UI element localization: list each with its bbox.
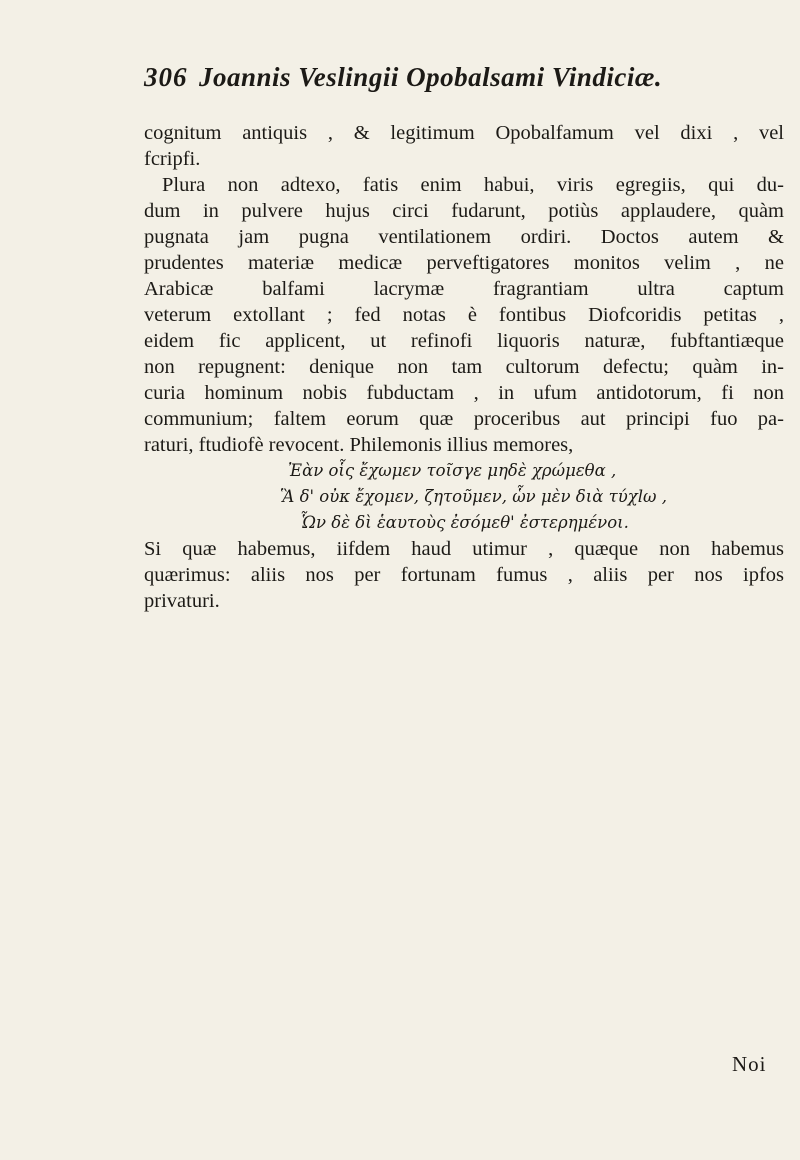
text-line: prudentes materiæ medicæ perveftigatores monitos velim , ne xyxy=(144,252,784,274)
text-line: quærimus: aliis nos per fortunam fumus , aliis per nos ipfos xyxy=(144,564,784,586)
catchword: Noi xyxy=(732,1052,767,1076)
text-line: raturi, ftudiofè revocent. Philemonis illius memores, xyxy=(144,434,574,456)
text-line: Si quæ habemus, iifdem haud utimur , quæque non habemus xyxy=(144,538,784,560)
paragraph-2 xyxy=(144,172,784,458)
text-line: fcripfi. xyxy=(144,148,201,170)
text-line: cognitum antiquis , & legitimum Opobalfamum vel dixi , vel xyxy=(144,122,784,144)
greek-quotation xyxy=(144,458,784,536)
page-header xyxy=(144,62,784,102)
greek-line: Ἐὰν οἷς ἔχωμεν τοῖσγε μηδὲ χρώμεθα , xyxy=(288,461,617,480)
text-line: Arabicæ balfami lacrymæ fragrantiam ultra captum xyxy=(144,278,784,300)
text-line: curia hominum nobis fubductam , in ufum antidotorum, fi non xyxy=(144,382,784,404)
text-line: non repugnent: denique non tam cultorum defectu; quàm in- xyxy=(144,356,784,378)
greek-line: Ἃ δ' οὐκ ἔχομεν, ζητοῦμεν, ὧν μὲν διὰ τύχlω , xyxy=(280,487,667,506)
main-text xyxy=(144,120,784,614)
page-number: 306 xyxy=(144,62,188,92)
text-line: dum in pulvere hujus circi fudarunt, potiùs applaudere, quàm xyxy=(144,200,784,222)
paragraph-3 xyxy=(144,536,784,614)
text-line: eidem fic applicent, ut refinofi liquoris naturæ, fubftantiæque xyxy=(144,330,784,352)
text-line: privaturi. xyxy=(144,590,220,612)
running-title: Joannis Veslingii Opobalsami Vindiciæ. xyxy=(199,62,663,92)
text-line: veterum extollant ; fed notas è fontibus Diofcoridis petitas , xyxy=(144,304,784,326)
text-line: Plura non adtexo, fatis enim habui, viris egregiis, qui du- xyxy=(162,174,784,196)
text-line: communium; faltem eorum quæ proceribus aut principi fuo pa- xyxy=(144,408,784,430)
text-line: pugnata jam pugna ventilationem ordiri. Doctos autem & xyxy=(144,226,784,248)
paragraph-1 xyxy=(144,120,784,172)
greek-line: Ὧν δὲ δὶ ἑαυτοὺς ἐσόμεθ' ἐστερημένοι. xyxy=(300,513,629,532)
